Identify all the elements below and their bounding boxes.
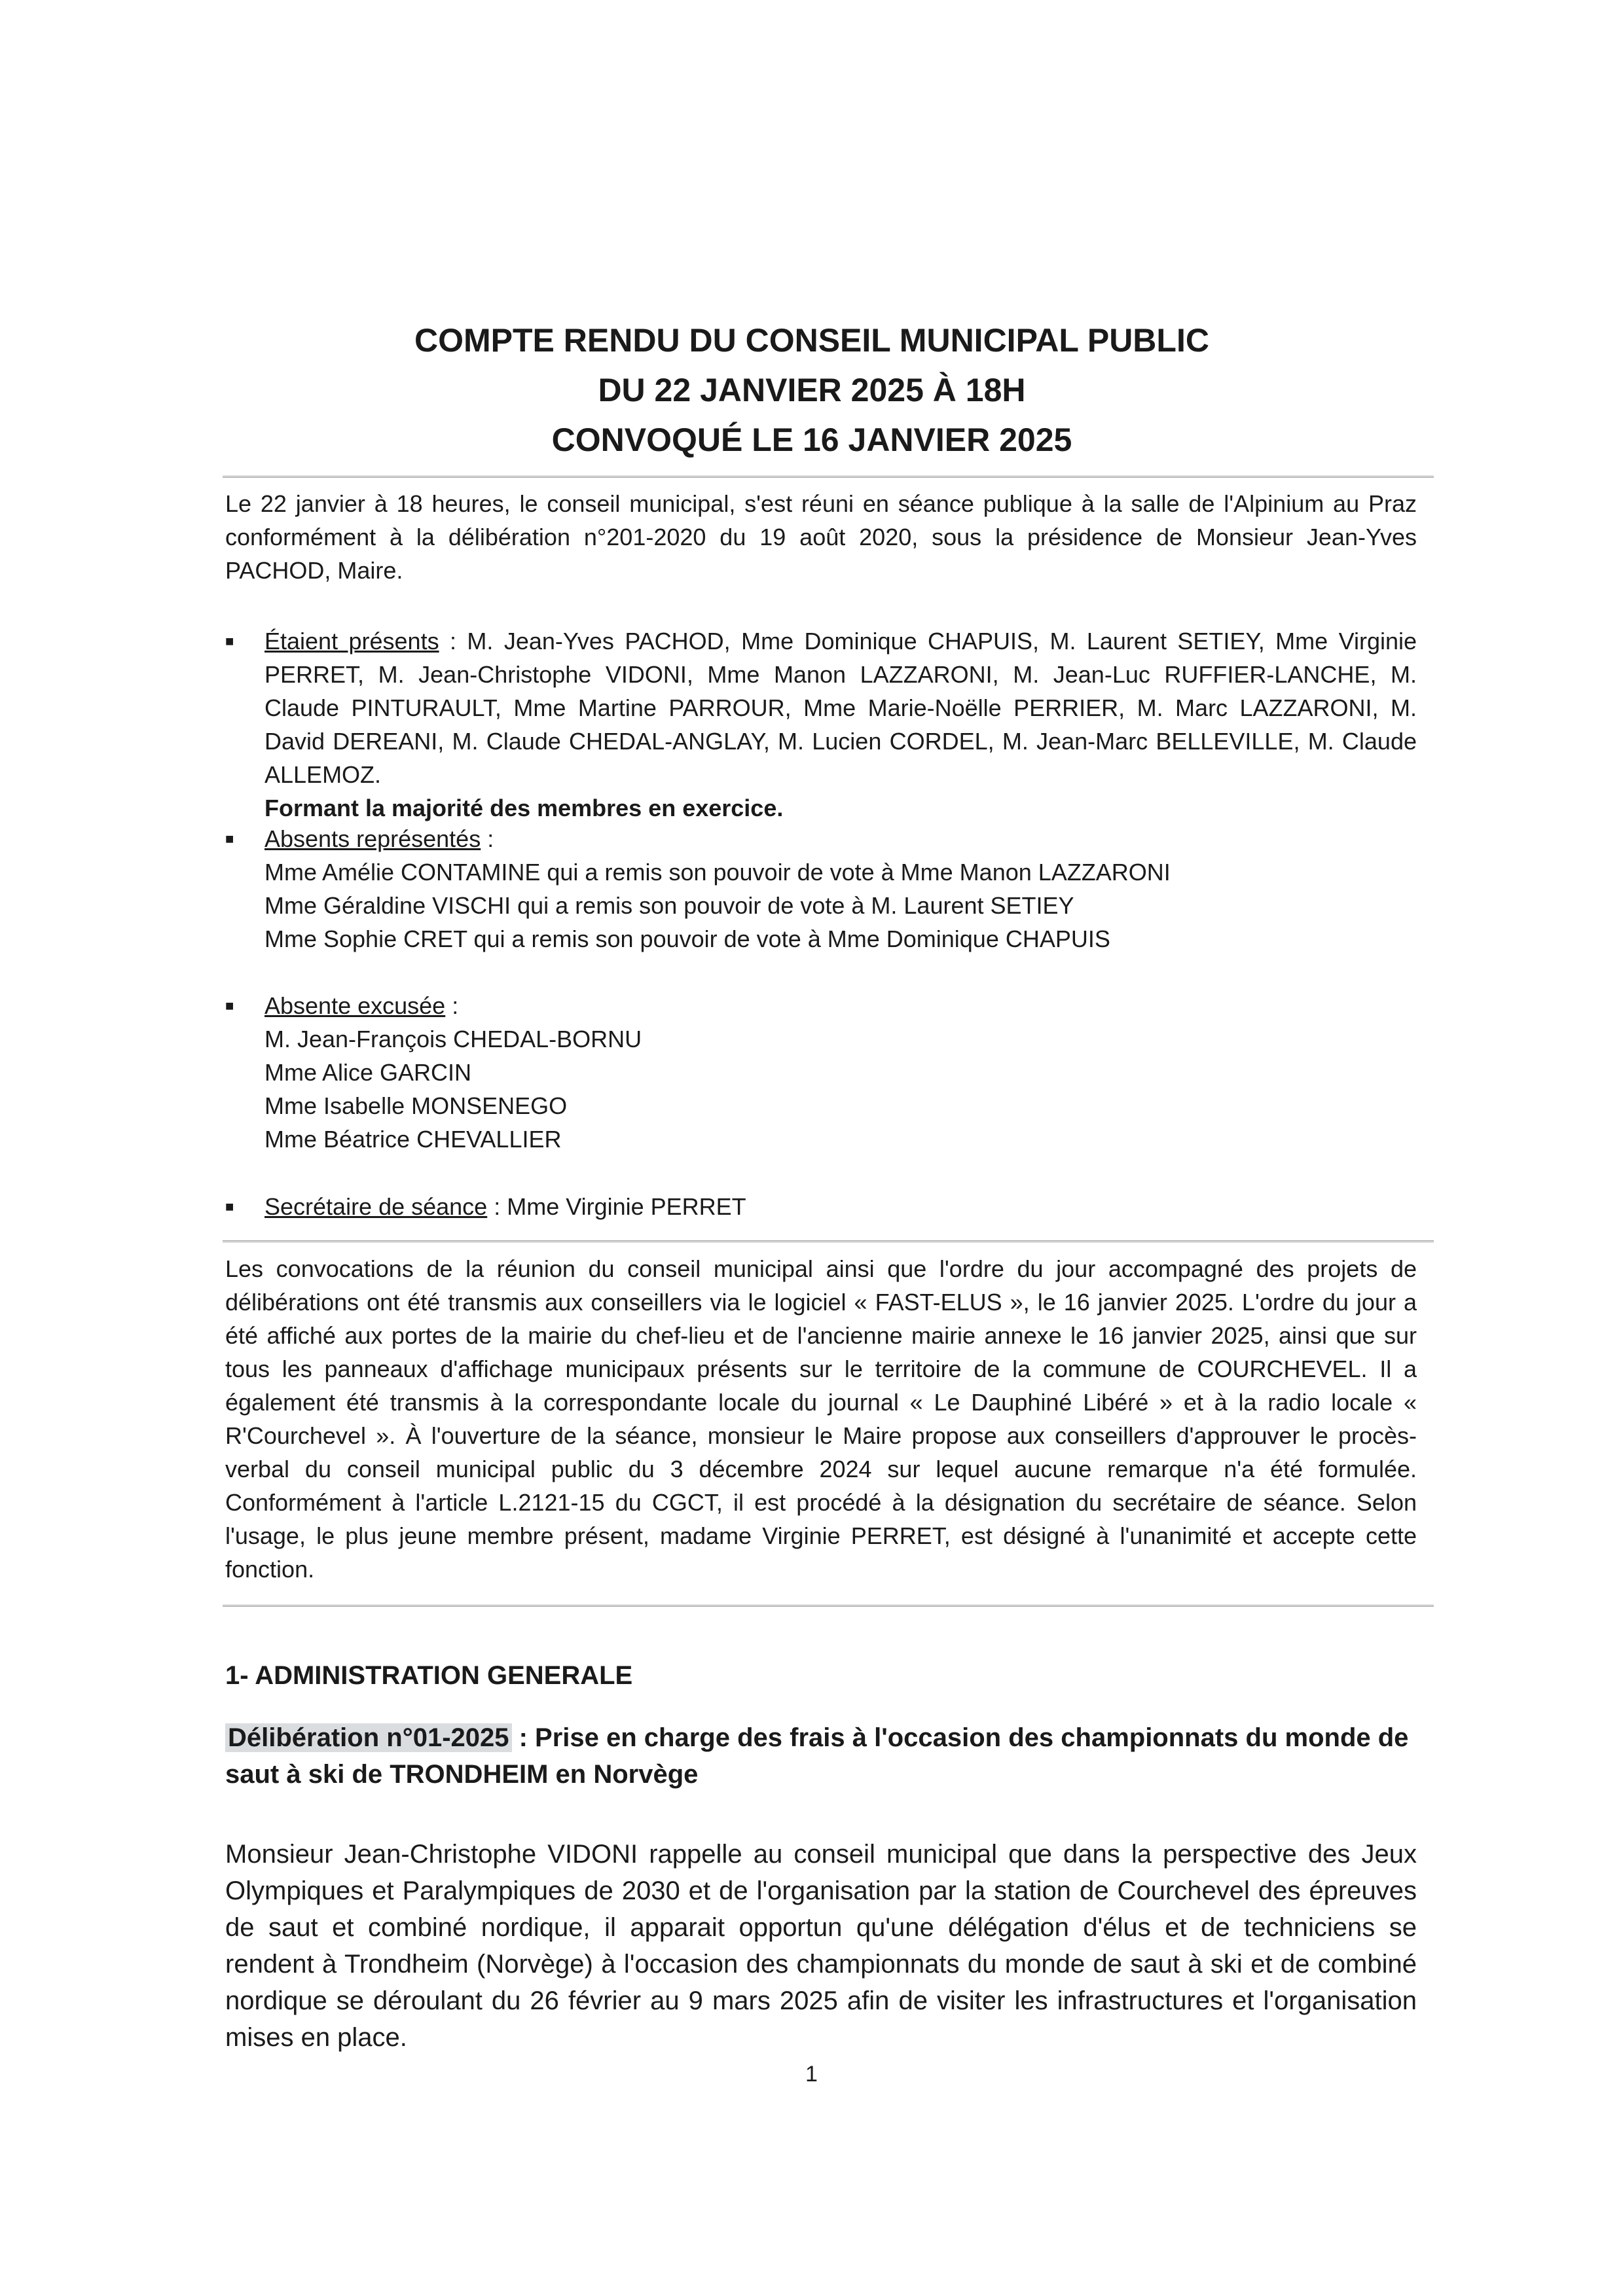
- present-list: : M. Jean-Yves PACHOD, Mme Dominique CHAPUIS, M. Laurent SETIEY, Mme Virginie PERRET, M. Jean-Christophe VIDONI, Mme Manon LAZZARONI, M. Jean-Luc RUFFIER-LANCHE, M. Claude PINTURAULT, Mme Martine PARROUR, Mme Marie-Noëlle PERRIER, M. Marc LAZZARONI, M. David DEREANI, M. Claude CHEDAL-ANGLAY, M. Lucien CORDEL, M. Jean-Marc BELLEVILLE, M. Claude ALLEMOZ.: [264, 628, 1417, 788]
- deliberation-number: Délibération n°01-2025: [225, 1723, 512, 1752]
- page-number: 1: [805, 2062, 818, 2087]
- section-heading: 1- ADMINISTRATION GENERALE: [225, 1661, 633, 1690]
- intro-paragraph: Le 22 janvier à 18 heures, le conseil municipal, s'est réuni en séance publique à la salle de l'Alpinium au Praz conformément à la délibération n°201-2020 du 19 août 2020, sous la présidence de Monsieur Jean-Yves PACHOD, Maire.: [225, 490, 1417, 584]
- represented-label: Absents représentés: [264, 825, 481, 852]
- present-text: [264, 624, 1417, 825]
- present-section: [225, 624, 1417, 825]
- bullet-icon: ■: [225, 1198, 234, 1215]
- represented-line-2: Mme Géraldine VISCHI qui a remis son pouvoir de vote à M. Laurent SETIEY: [264, 892, 1074, 919]
- represented-colon: :: [481, 825, 494, 852]
- title-line-3: CONVOQUÉ LE 16 JANVIER 2025: [551, 422, 1072, 458]
- secretary-section: [225, 1190, 1417, 1223]
- deliberation-heading: [225, 1719, 1417, 1793]
- deliberation-title: : Prise en charge des frais à l'occasion des championnats du monde de saut à ski de TRONDHEIM en Norvège: [225, 1723, 1409, 1789]
- present-label: Étaient présents: [264, 628, 439, 655]
- excused-label: Absente excusée: [264, 992, 446, 1019]
- secretary-label: Secrétaire de séance: [264, 1193, 488, 1220]
- excused-line-4: Mme Béatrice CHEVALLIER: [264, 1126, 562, 1153]
- title-line-2: DU 22 JANVIER 2025 À 18H: [598, 372, 1026, 408]
- title-line-1: COMPTE RENDU DU CONSEIL MUNICIPAL PUBLIC: [414, 322, 1209, 359]
- bullet-icon: ■: [225, 633, 234, 649]
- represented-line-1: Mme Amélie CONTAMINE qui a remis son pouvoir de vote à Mme Manon LAZZARONI: [264, 859, 1171, 886]
- majority-note: Formant la majorité des membres en exercice.: [264, 795, 784, 821]
- bullet-icon: ■: [225, 831, 234, 847]
- represented-line-3: Mme Sophie CRET qui a remis son pouvoir de vote à Mme Dominique CHAPUIS: [264, 925, 1110, 952]
- excused-line-1: M. Jean-François CHEDAL-BORNU: [264, 1026, 642, 1052]
- deliberation-body: Monsieur Jean-Christophe VIDONI rappelle au conseil municipal que dans la perspective des Jeux Olympiques et Paralympiques de 2030 et de l'organisation par la station de Courchevel des épreuves de saut et combiné nordique, il apparait opportun qu'une délégation d'élus et de techniciens se rendent à Trondheim (Norvège) à l'occasion des championnats du monde de saut à ski et de combiné nordique se déroulant du 26 février au 9 mars 2025 afin de visiter les infrastructures et l'organisation mises en place.: [225, 1840, 1417, 2052]
- divider-middle: [223, 1240, 1434, 1242]
- convocations-paragraph: Les convocations de la réunion du conseil municipal ainsi que l'ordre du jour accompagné des projets de délibérations ont été transmis aux conseillers via le logiciel « FAST-ELUS », le 16 janvier 2025. L'ordre du jour a été affiché aux portes de la mairie du chef-lieu et de l'ancienne mairie annexe le 16 janvier 2025, ainsi que sur tous les panneaux d'affichage municipaux présents sur le territoire de la commune de COURCHEVEL. Il a également été transmis à la correspondante locale du journal « Le Dauphiné Libéré » et à la radio locale « R'Courchevel ». À l'ouverture de la séance, monsieur le Maire propose aux conseillers d'approuver le procès-verbal du conseil municipal public du 3 décembre 2024 sur lequel aucune remarque n'a été formulée. Conformément à l'article L.2121-15 du CGCT, il est procédé à la désignation du secrétaire de séance. Selon l'usage, le plus jeune membre présent, madame Virginie PERRET, est désigné à l'unanimité et accepte cette fonction.: [225, 1255, 1417, 1583]
- excused-colon: :: [445, 992, 459, 1019]
- divider-bottom: [223, 1605, 1434, 1607]
- document-title: [223, 315, 1401, 465]
- excused-line-2: Mme Alice GARCIN: [264, 1059, 472, 1086]
- excused-section: [225, 989, 1417, 1156]
- bullet-icon: ■: [225, 997, 234, 1014]
- secretary-name: : Mme Virginie PERRET: [487, 1193, 746, 1220]
- excused-line-3: Mme Isabelle MONSENEGO: [264, 1092, 568, 1119]
- represented-section: [225, 822, 1417, 956]
- divider-top: [223, 476, 1434, 478]
